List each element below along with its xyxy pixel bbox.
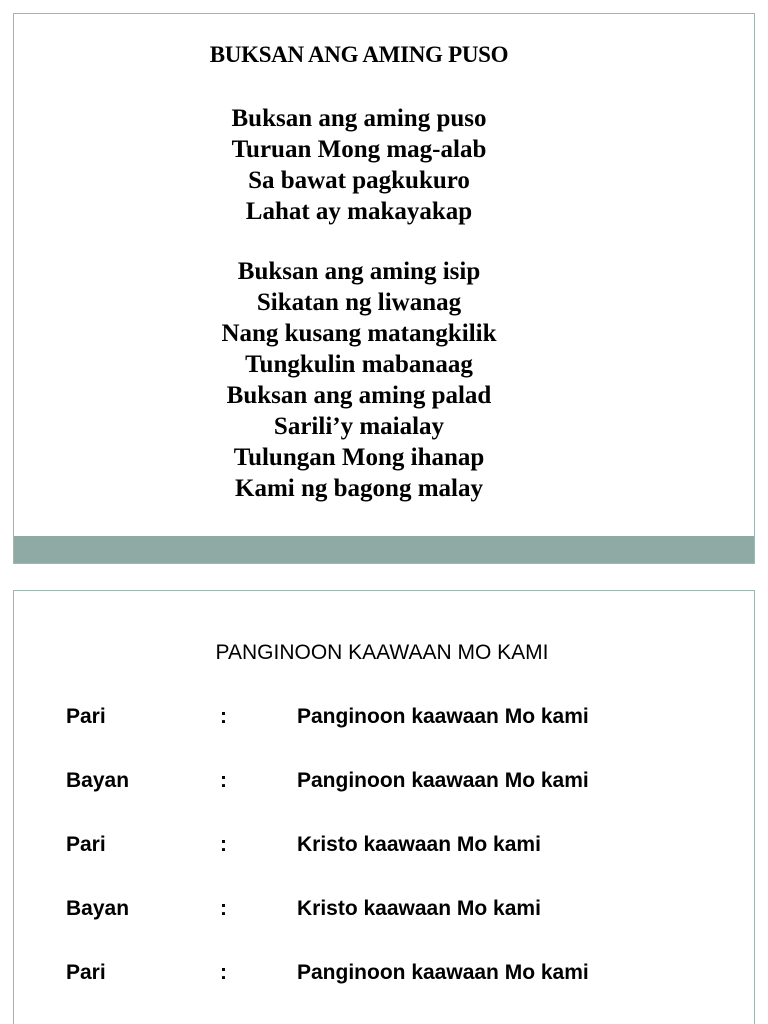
lyric-line: Buksan ang aming isip (237, 258, 481, 285)
response-text: Panginoon kaawaan Mo kami (297, 961, 589, 984)
lyric-line: Turuan Mong mag-alab (231, 136, 487, 163)
responsorial-row (14, 961, 756, 991)
stanza-2 (14, 256, 704, 504)
separator-colon: : (220, 769, 227, 792)
hymn-title: BUKSAN ANG AMING PUSO (209, 42, 509, 67)
speaker-label: Bayan (66, 769, 130, 792)
speaker-label: Pari (66, 961, 106, 984)
lyric-line: Kami ng bagong malay (235, 475, 483, 502)
responsorial-row (14, 705, 756, 735)
response-text: Panginoon kaawaan Mo kami (297, 705, 589, 728)
responsorial-row (14, 769, 756, 799)
speaker-label: Pari (66, 705, 106, 728)
separator-colon: : (220, 833, 227, 856)
lyric-line: Lahat ay makayakap (245, 198, 473, 225)
lyric-line: Nang kusang matangkilik (221, 320, 497, 347)
lyric-line: Sikatan ng liwanag (256, 289, 462, 316)
responsorial-title: PANGINOON KAAWAAN MO KAMI (215, 641, 549, 664)
slide-responsorial (13, 590, 755, 1024)
separator-colon: : (220, 961, 227, 984)
lyric-line: Buksan ang aming puso (231, 105, 487, 132)
responsorial-row (14, 833, 756, 863)
stanza-1 (14, 103, 704, 227)
responsorial-row (14, 897, 756, 927)
speaker-label: Bayan (66, 897, 130, 920)
response-text: Kristo kaawaan Mo kami (297, 833, 541, 856)
lyric-line: Tungkulin mabanaag (245, 351, 473, 378)
speaker-label: Pari (66, 833, 106, 856)
lyric-line: Tulungan Mong ihanap (233, 444, 485, 471)
separator-colon: : (220, 897, 227, 920)
separator-colon: : (220, 705, 227, 728)
lyric-line: Sarili’y maialay (273, 413, 445, 440)
slide-hymn-lyrics (13, 13, 755, 564)
lyric-line: Sa bawat pagkukuro (248, 167, 470, 194)
slide-footer-band (14, 536, 754, 563)
response-text: Kristo kaawaan Mo kami (297, 897, 541, 920)
response-text: Panginoon kaawaan Mo kami (297, 769, 589, 792)
lyric-line: Buksan ang aming palad (226, 382, 492, 409)
